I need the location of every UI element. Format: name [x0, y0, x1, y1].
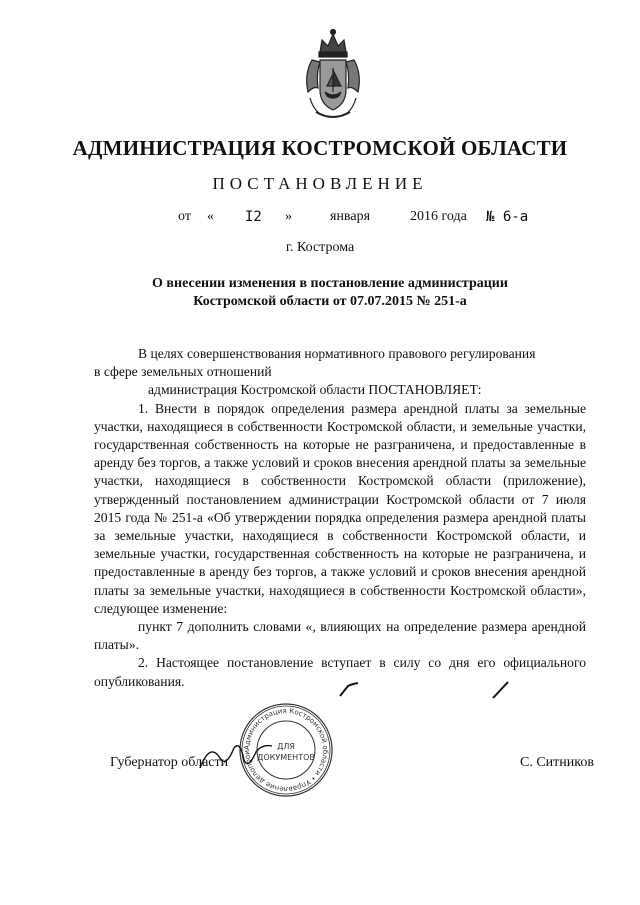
stamp-center-line-2: ДОКУМЕНТОВ: [257, 753, 315, 762]
stamp-ring-text: Администрация Костромской области • Управление делопрои: [242, 706, 330, 794]
preamble-line-1: В целях совершенствования нормативного правового регулирования: [138, 346, 536, 361]
resolution-clause: администрация Костромской области ПОСТАНОВЛЯЕТ:: [148, 382, 482, 398]
pen-mark-icon: [490, 680, 512, 700]
date-prefix: от: [178, 209, 191, 224]
signatory-title: Губернатор области: [110, 755, 229, 770]
signatory-name: С. Ситников: [520, 755, 594, 770]
signature-scribble-icon: [196, 738, 276, 774]
date-month: января: [330, 209, 371, 224]
date-quote-open: «: [207, 209, 214, 224]
date-day: I2: [245, 209, 262, 225]
pen-mark-icon: [338, 680, 362, 700]
date-year: 2016 года: [410, 209, 467, 224]
organization-title: АДМИНИСТРАЦИЯ КОСТРОМСКОЙ ОБЛАСТИ: [72, 136, 568, 160]
city: г. Кострома: [285, 240, 355, 255]
stamp-center-line-1: ДЛЯ: [277, 742, 295, 751]
document-subject: [110, 275, 550, 311]
document-number: № 6-а: [486, 209, 529, 225]
item-1: 1. Внести в порядок определения размера арендной платы за земельные участки, находящиеся в собственности Костромской области, и земельные участки, государственная собственность на которые не разграничена, и предоставленные в аренду без торгов, а также условий и сроков внесения арендной платы за земельные участки, находящиеся в собственности Костромской области (приложение), утвержденный постановлением администрации Костромской области от 7 июля 2015 года № 251-а «Об утверждении порядка определения размера арендной платы за земельные участки, находящиеся в собственности Костромской области, и земельные участки, государственная собственность на которые не разграничена, и предоставленные в аренду без торгов, а также условий и сроков внесения арендной платы за земельные участки, находящиеся в собственности Костромской области», следующее изменение:: [94, 400, 586, 616]
document-body: [94, 345, 586, 691]
item-1-amendment: пункт 7 дополнить словами «, влияющих на определение размера арендной платы».: [94, 619, 586, 653]
coat-of-arms-icon: [300, 28, 366, 124]
item-2: 2. Настоящее постановление вступает в силу со дня его официального опубликования.: [94, 655, 586, 689]
subject-line-2: Костромской области от 07.07.2015 № 251-а: [193, 294, 467, 309]
date-quote-close: »: [285, 209, 292, 224]
preamble-line-2: в сфере земельных отношений: [94, 364, 272, 380]
subject-line-1: О внесении изменения в постановление администрации: [152, 276, 508, 291]
document-type: ПОСТАНОВЛЕНИЕ: [212, 174, 428, 193]
